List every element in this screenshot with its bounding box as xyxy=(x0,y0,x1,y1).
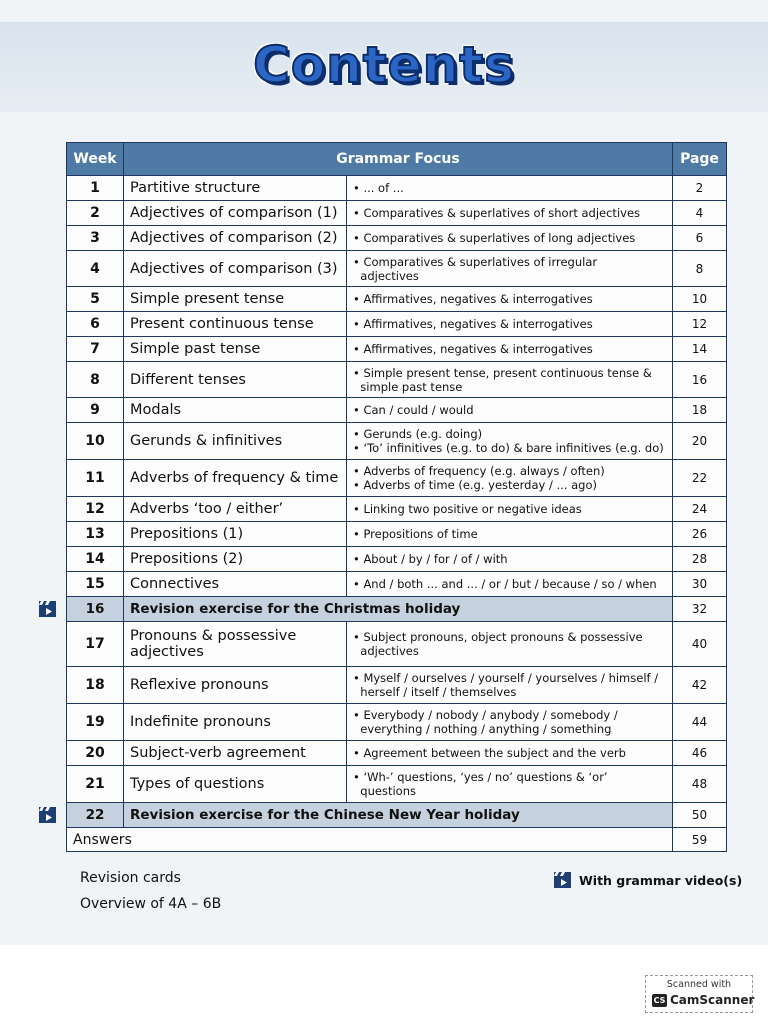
grammar-focus xyxy=(347,547,673,572)
grammar-focus xyxy=(347,497,673,522)
page-number: 2 xyxy=(673,176,727,201)
page-number: 44 xyxy=(673,704,727,741)
focus-line: • ‘To’ infinitives (e.g. to do) & bare infinitives (e.g. do) xyxy=(353,441,664,455)
week-number: 3 xyxy=(67,226,124,251)
topic-name: Prepositions (1) xyxy=(124,522,347,547)
page-number: 46 xyxy=(673,741,727,766)
page-number: 22 xyxy=(673,460,727,497)
week-number: 9 xyxy=(67,398,124,423)
grammar-focus xyxy=(347,572,673,597)
grammar-focus xyxy=(347,287,673,312)
focus-line: • About / by / for / of / with xyxy=(353,552,508,566)
grammar-focus xyxy=(347,423,673,460)
focus-line: • Everybody / nobody / anybody / somebody / xyxy=(353,708,618,722)
table-row xyxy=(67,547,727,572)
topic-name: Partitive structure xyxy=(124,176,347,201)
scanner-line2 xyxy=(652,993,754,1007)
focus-line: • Comparatives & superlatives of long adjectives xyxy=(353,231,636,245)
grammar-focus xyxy=(347,362,673,398)
topic-name: Indefinite pronouns xyxy=(124,704,347,741)
legend-label: With grammar video(s) xyxy=(579,872,743,888)
page-number: 30 xyxy=(673,572,727,597)
table-row xyxy=(67,226,727,251)
table-header-row xyxy=(67,143,727,176)
grammar-focus xyxy=(347,622,673,667)
revision-row xyxy=(67,803,727,828)
table-row xyxy=(67,497,727,522)
week-number: 7 xyxy=(67,337,124,362)
table-row xyxy=(67,766,727,803)
focus-line: • Gerunds (e.g. doing) xyxy=(353,427,483,441)
focus-line: • Affirmatives, negatives & interrogatives xyxy=(353,342,593,356)
scanner-brand: CamScanner xyxy=(670,993,755,1007)
table-row xyxy=(67,522,727,547)
focus-line: • Can / could / would xyxy=(353,403,474,417)
focus-line: herself / itself / themselves xyxy=(353,685,517,699)
page-number: 10 xyxy=(673,287,727,312)
page-number: 42 xyxy=(673,667,727,704)
focus-line: • Adverbs of frequency (e.g. always / often) xyxy=(353,464,605,478)
answers-row xyxy=(67,828,727,852)
table-row xyxy=(67,741,727,766)
grammar-focus xyxy=(347,176,673,201)
table-row xyxy=(67,622,727,667)
page-number: 14 xyxy=(673,337,727,362)
week-number: 16 xyxy=(67,597,124,622)
topic-name: Types of questions xyxy=(124,766,347,803)
focus-line: • Simple present tense, present continuous tense & xyxy=(353,365,652,380)
topic-name: Present continuous tense xyxy=(124,312,347,337)
grammar-focus xyxy=(347,251,673,287)
focus-line: • Affirmatives, negatives & interrogatives xyxy=(353,292,593,306)
week-number: 20 xyxy=(67,741,124,766)
page-number: 18 xyxy=(673,398,727,423)
focus-line: • ... of ... xyxy=(353,181,404,195)
week-number: 4 xyxy=(67,251,124,287)
focus-line: • And / both ... and ... / or / but / because / so / when xyxy=(353,577,657,591)
topic-name: Simple present tense xyxy=(124,287,347,312)
topic-name: Prepositions (2) xyxy=(124,547,347,572)
table-row xyxy=(67,572,727,597)
week-number: 1 xyxy=(67,176,124,201)
table-row xyxy=(67,362,727,398)
topic-name: Adjectives of comparison (3) xyxy=(124,251,347,287)
focus-line: adjectives xyxy=(353,268,419,283)
topic-name: Connectives xyxy=(124,572,347,597)
page-number: 48 xyxy=(673,766,727,803)
table-row xyxy=(67,251,727,287)
week-number: 8 xyxy=(67,362,124,398)
week-number: 10 xyxy=(67,423,124,460)
week-number: 17 xyxy=(67,622,124,667)
page-number: 32 xyxy=(673,597,727,622)
revision-title: Revision exercise for the Chinese New Year holiday xyxy=(124,803,673,828)
week-number: 14 xyxy=(67,547,124,572)
topic-name: Adverbs ‘too / either’ xyxy=(124,497,347,522)
video-clapper-icon xyxy=(553,871,573,889)
focus-line: • Adverbs of time (e.g. yesterday / ... ago) xyxy=(353,478,597,492)
focus-line: questions xyxy=(353,784,416,798)
page-number: 16 xyxy=(673,362,727,398)
topic-name: Reflexive pronouns xyxy=(124,667,347,704)
focus-line: everything / nothing / anything / something xyxy=(353,722,612,736)
legend xyxy=(553,871,742,889)
grammar-focus xyxy=(347,741,673,766)
contents-table xyxy=(66,142,727,852)
focus-line: • Comparatives & superlatives of irregular xyxy=(353,254,598,269)
page-number: 12 xyxy=(673,312,727,337)
scanner-line1: Scanned with xyxy=(666,979,732,990)
grammar-focus xyxy=(347,201,673,226)
grammar-focus xyxy=(347,312,673,337)
page-number: 26 xyxy=(673,522,727,547)
table-row xyxy=(67,312,727,337)
topic-name: Pronouns & possessive adjectives xyxy=(124,622,347,667)
focus-line: • Agreement between the subject and the verb xyxy=(353,746,626,760)
focus-line: • Comparatives & superlatives of short adjectives xyxy=(353,206,641,220)
topic-name: Modals xyxy=(124,398,347,423)
week-number: 18 xyxy=(67,667,124,704)
focus-line: • Subject pronouns, object pronouns & possessive xyxy=(353,630,643,644)
grammar-focus xyxy=(347,398,673,423)
page-header: Page xyxy=(673,143,727,176)
topic-name: Simple past tense xyxy=(124,337,347,362)
table-row xyxy=(67,176,727,201)
focus-line: adjectives xyxy=(353,644,419,658)
grammar-focus xyxy=(347,337,673,362)
page-number: 4 xyxy=(673,201,727,226)
revision-row xyxy=(67,597,727,622)
table-row xyxy=(67,287,727,312)
revision-cards-label: Revision cards xyxy=(80,870,181,886)
page-number: 20 xyxy=(673,423,727,460)
page-title: Contents xyxy=(253,36,515,94)
page-number: 24 xyxy=(673,497,727,522)
video-clapper-icon xyxy=(38,806,58,824)
grammar-focus xyxy=(347,226,673,251)
answers-page: 59 xyxy=(673,828,727,852)
week-number: 19 xyxy=(67,704,124,741)
topic-name: Different tenses xyxy=(124,362,347,398)
topic-name: Adjectives of comparison (1) xyxy=(124,201,347,226)
topic-name: Subject-verb agreement xyxy=(124,741,347,766)
focus-line: • Prepositions of time xyxy=(353,527,478,541)
table-body xyxy=(67,176,727,852)
grammar-focus-header: Grammar Focus xyxy=(124,143,673,176)
video-clapper-icon xyxy=(38,600,58,618)
table-row xyxy=(67,704,727,741)
page-number: 50 xyxy=(673,803,727,828)
week-number: 21 xyxy=(67,766,124,803)
topic-name: Gerunds & infinitives xyxy=(124,423,347,460)
grammar-focus xyxy=(347,704,673,741)
page-number: 28 xyxy=(673,547,727,572)
week-number: 13 xyxy=(67,522,124,547)
focus-line: • Myself / ourselves / yourself / yourselves / himself / xyxy=(353,671,659,685)
focus-line: • ‘Wh-’ questions, ‘yes / no’ questions & ‘or’ xyxy=(353,770,608,784)
table-row xyxy=(67,398,727,423)
page-number: 8 xyxy=(673,251,727,287)
table-row xyxy=(67,667,727,704)
week-number: 15 xyxy=(67,572,124,597)
week-number: 6 xyxy=(67,312,124,337)
table-row xyxy=(67,201,727,226)
week-number: 2 xyxy=(67,201,124,226)
revision-title: Revision exercise for the Christmas holiday xyxy=(124,597,673,622)
grammar-focus xyxy=(347,766,673,803)
table-row xyxy=(67,460,727,497)
page-number: 6 xyxy=(673,226,727,251)
week-number: 12 xyxy=(67,497,124,522)
table-row xyxy=(67,337,727,362)
focus-line: • Affirmatives, negatives & interrogatives xyxy=(353,317,593,331)
grammar-focus xyxy=(347,522,673,547)
grammar-focus xyxy=(347,667,673,704)
camscanner-watermark xyxy=(645,975,753,1013)
answers-label: Answers xyxy=(67,828,673,852)
week-number: 5 xyxy=(67,287,124,312)
grammar-focus xyxy=(347,460,673,497)
page-number: 40 xyxy=(673,622,727,667)
overview-label: Overview of 4A – 6B xyxy=(80,896,222,912)
table-row xyxy=(67,423,727,460)
topic-name: Adverbs of frequency & time xyxy=(124,460,347,497)
week-number: 22 xyxy=(67,803,124,828)
focus-line: simple past tense xyxy=(353,379,463,394)
week-header: Week xyxy=(67,143,124,176)
topic-name: Adjectives of comparison (2) xyxy=(124,226,347,251)
week-number: 11 xyxy=(67,460,124,497)
camscanner-logo-icon: CS xyxy=(653,995,666,1005)
focus-line: • Linking two positive or negative ideas xyxy=(353,502,582,516)
